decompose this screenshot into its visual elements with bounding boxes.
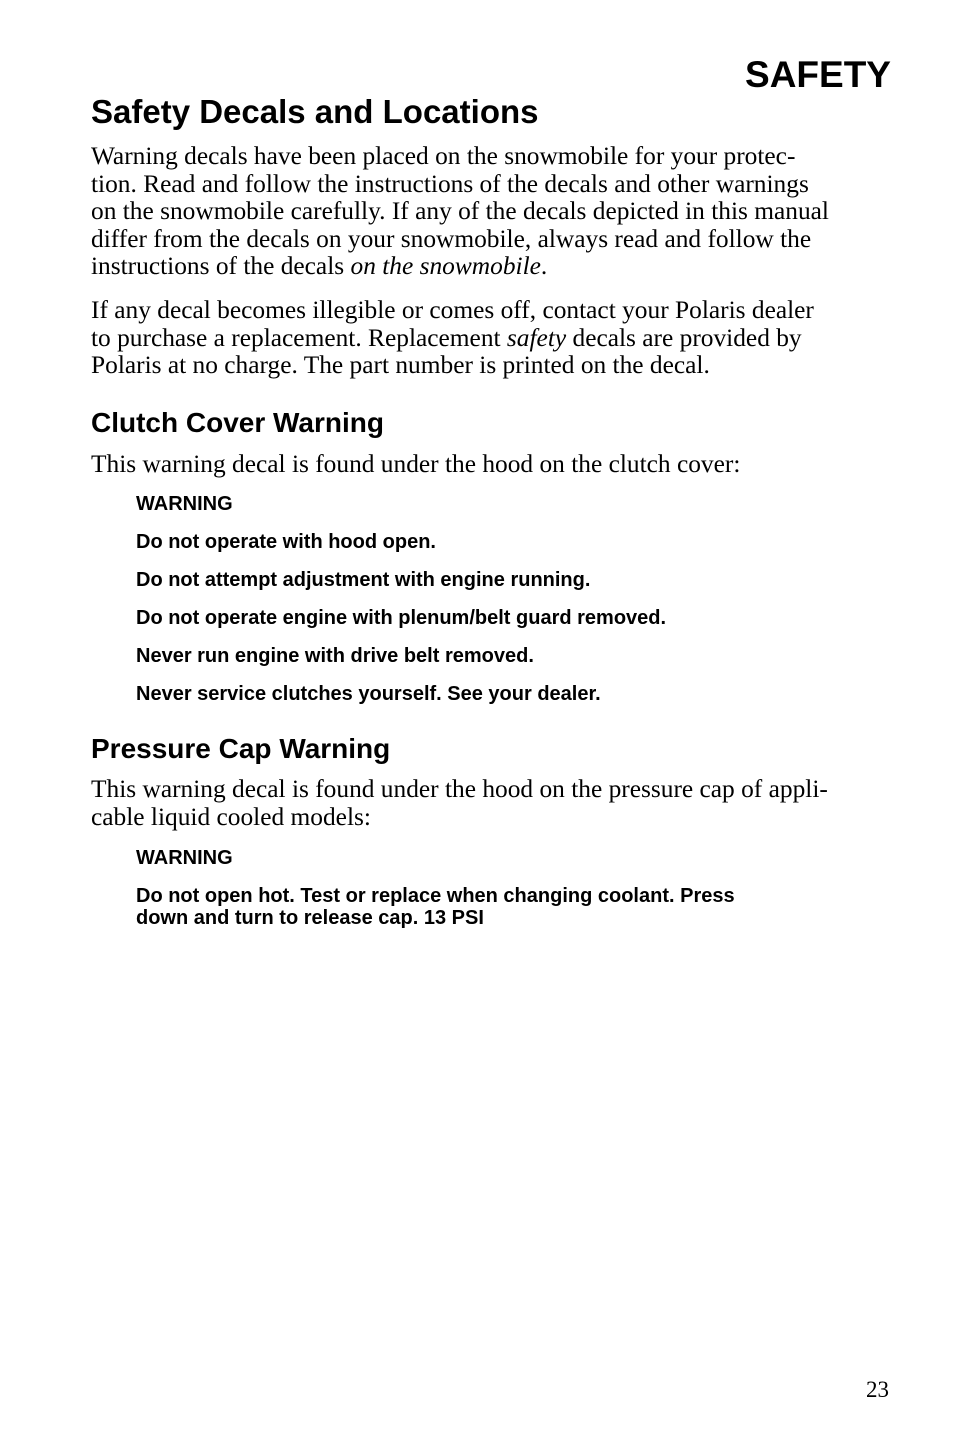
intro-p2-line: If any decal becomes illegible or comes off, contact your Polaris dealer xyxy=(91,296,814,324)
intro-p2-line xyxy=(91,325,891,353)
intro-p2-line2-start: to purchase a replacement. Replacement xyxy=(91,323,507,352)
clutch-decal-item: Do not operate with hood open. xyxy=(136,531,436,553)
pressure-cap-text xyxy=(91,776,891,831)
intro-p1-last-start: instructions of the decals xyxy=(91,252,351,281)
clutch-cover-text: This warning decal is found under the hood on the clutch cover: xyxy=(91,450,741,478)
intro-p1-last-end: . xyxy=(540,252,548,281)
pressure-decal-line: down and turn to release cap. 13 PSI xyxy=(136,907,484,929)
intro-p1-last-line xyxy=(91,253,891,281)
clutch-cover-heading: Clutch Cover Warning xyxy=(91,407,384,438)
clutch-decal-title: WARNING xyxy=(136,493,233,515)
page-title: Safety Decals and Locations xyxy=(91,93,539,130)
pressure-decal-title: WARNING xyxy=(136,847,233,869)
intro-p2-emphasis: safety xyxy=(506,323,567,352)
intro-p2-line: Polaris at no charge. The part number is printed on the decal. xyxy=(91,351,710,380)
pressure-text-line: This warning decal is found under the hood on the pressure cap of appli- xyxy=(91,775,828,803)
intro-p1-line: tion. Read and follow the instructions of the decals and other warnings xyxy=(91,169,809,198)
manual-page xyxy=(91,0,891,1454)
page-number: 23 xyxy=(866,1377,889,1402)
section-header: SAFETY xyxy=(745,54,891,95)
pressure-cap-heading: Pressure Cap Warning xyxy=(91,733,391,764)
clutch-decal-item: Do not attempt adjustment with engine running. xyxy=(136,569,591,591)
pressure-text-line: cable liquid cooled models: xyxy=(91,802,371,831)
intro-p2-line2-end: decals are provided by xyxy=(566,323,802,352)
intro-p1-emphasis: on the snowmobile xyxy=(350,252,541,281)
pressure-decal-line: Do not open hot. Test or replace when changing coolant. Press xyxy=(136,885,735,907)
intro-p1-line: Warning decals have been placed on the snowmobile for your protec- xyxy=(91,142,796,170)
clutch-decal-item: Never run engine with drive belt removed. xyxy=(136,645,534,667)
clutch-decal-item: Never service clutches yourself. See your dealer. xyxy=(136,683,601,705)
intro-paragraph-2 xyxy=(91,297,891,380)
intro-p1-line: on the snowmobile carefully. If any of the decals depicted in this manual xyxy=(91,197,829,226)
intro-p1-line: differ from the decals on your snowmobile, always read and follow the xyxy=(91,224,812,253)
pressure-decal-text xyxy=(136,885,856,929)
clutch-decal-item: Do not operate engine with plenum/belt guard removed. xyxy=(136,607,667,629)
intro-paragraph-1 xyxy=(91,143,891,281)
